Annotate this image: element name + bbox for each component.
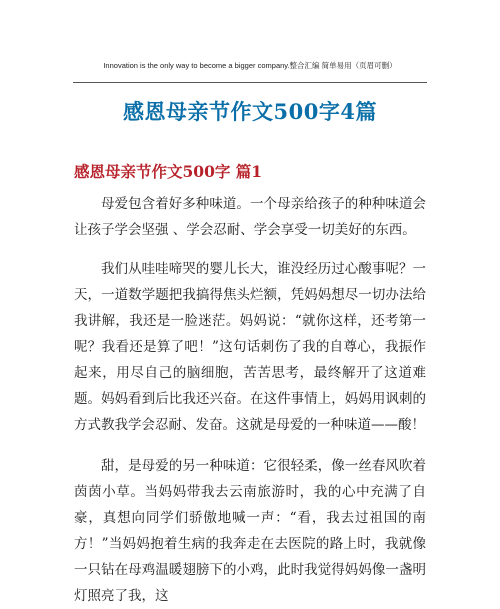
document-title: 感恩母亲节作文500字4篇 bbox=[123, 99, 377, 124]
paragraph: 甜，是母爱的另一种味道：它很轻柔，像一丝春风吹着茵茵小草。当妈妈带我去云南旅游时，我的心中充满了自豪，真想向同学们骄傲地喊一声：“看，我去过祖国的南方！”当妈妈抱着生病的我奔走在去医院的路上时，我就像一只钻在母鸡温暖翅膀下的小鸡，此时我觉得妈妈像一盏明灯照亮了我，这 bbox=[74, 458, 426, 604]
paragraph: 我们从哇哇啼哭的婴儿长大，谁没经历过心酸事呢？一天，一道数学题把我搞得焦头烂额，凭妈妈想尽一切办法给我讲解，我还是一脸迷茫。妈妈说：“就你这样，还考第一呢？我看还是算了吧！”这句话刺伤了我的自尊心，我振作起来，用尽自己的脑细胞，苦苦思考，最终解开了这道难题。妈妈看到后比我还兴奋。在这件事情上，妈妈用讽刺的方式教我学会忍耐、发奋。这就是母爱的一种味道——酸！ bbox=[74, 261, 426, 433]
page-header-tagline: Innovation is the only way to become a bigger company.整合汇编 简单易用（页眉可删） bbox=[103, 61, 397, 70]
paragraph: 母爱包含着好多种味道。一个母亲给孩子的种种味道会让孩子学会坚强 、学会忍耐、学会享受一切美好的东西。 bbox=[74, 196, 426, 238]
header-divider bbox=[73, 82, 427, 83]
section-heading: 感恩母亲节作文500字 篇1 bbox=[74, 162, 263, 181]
